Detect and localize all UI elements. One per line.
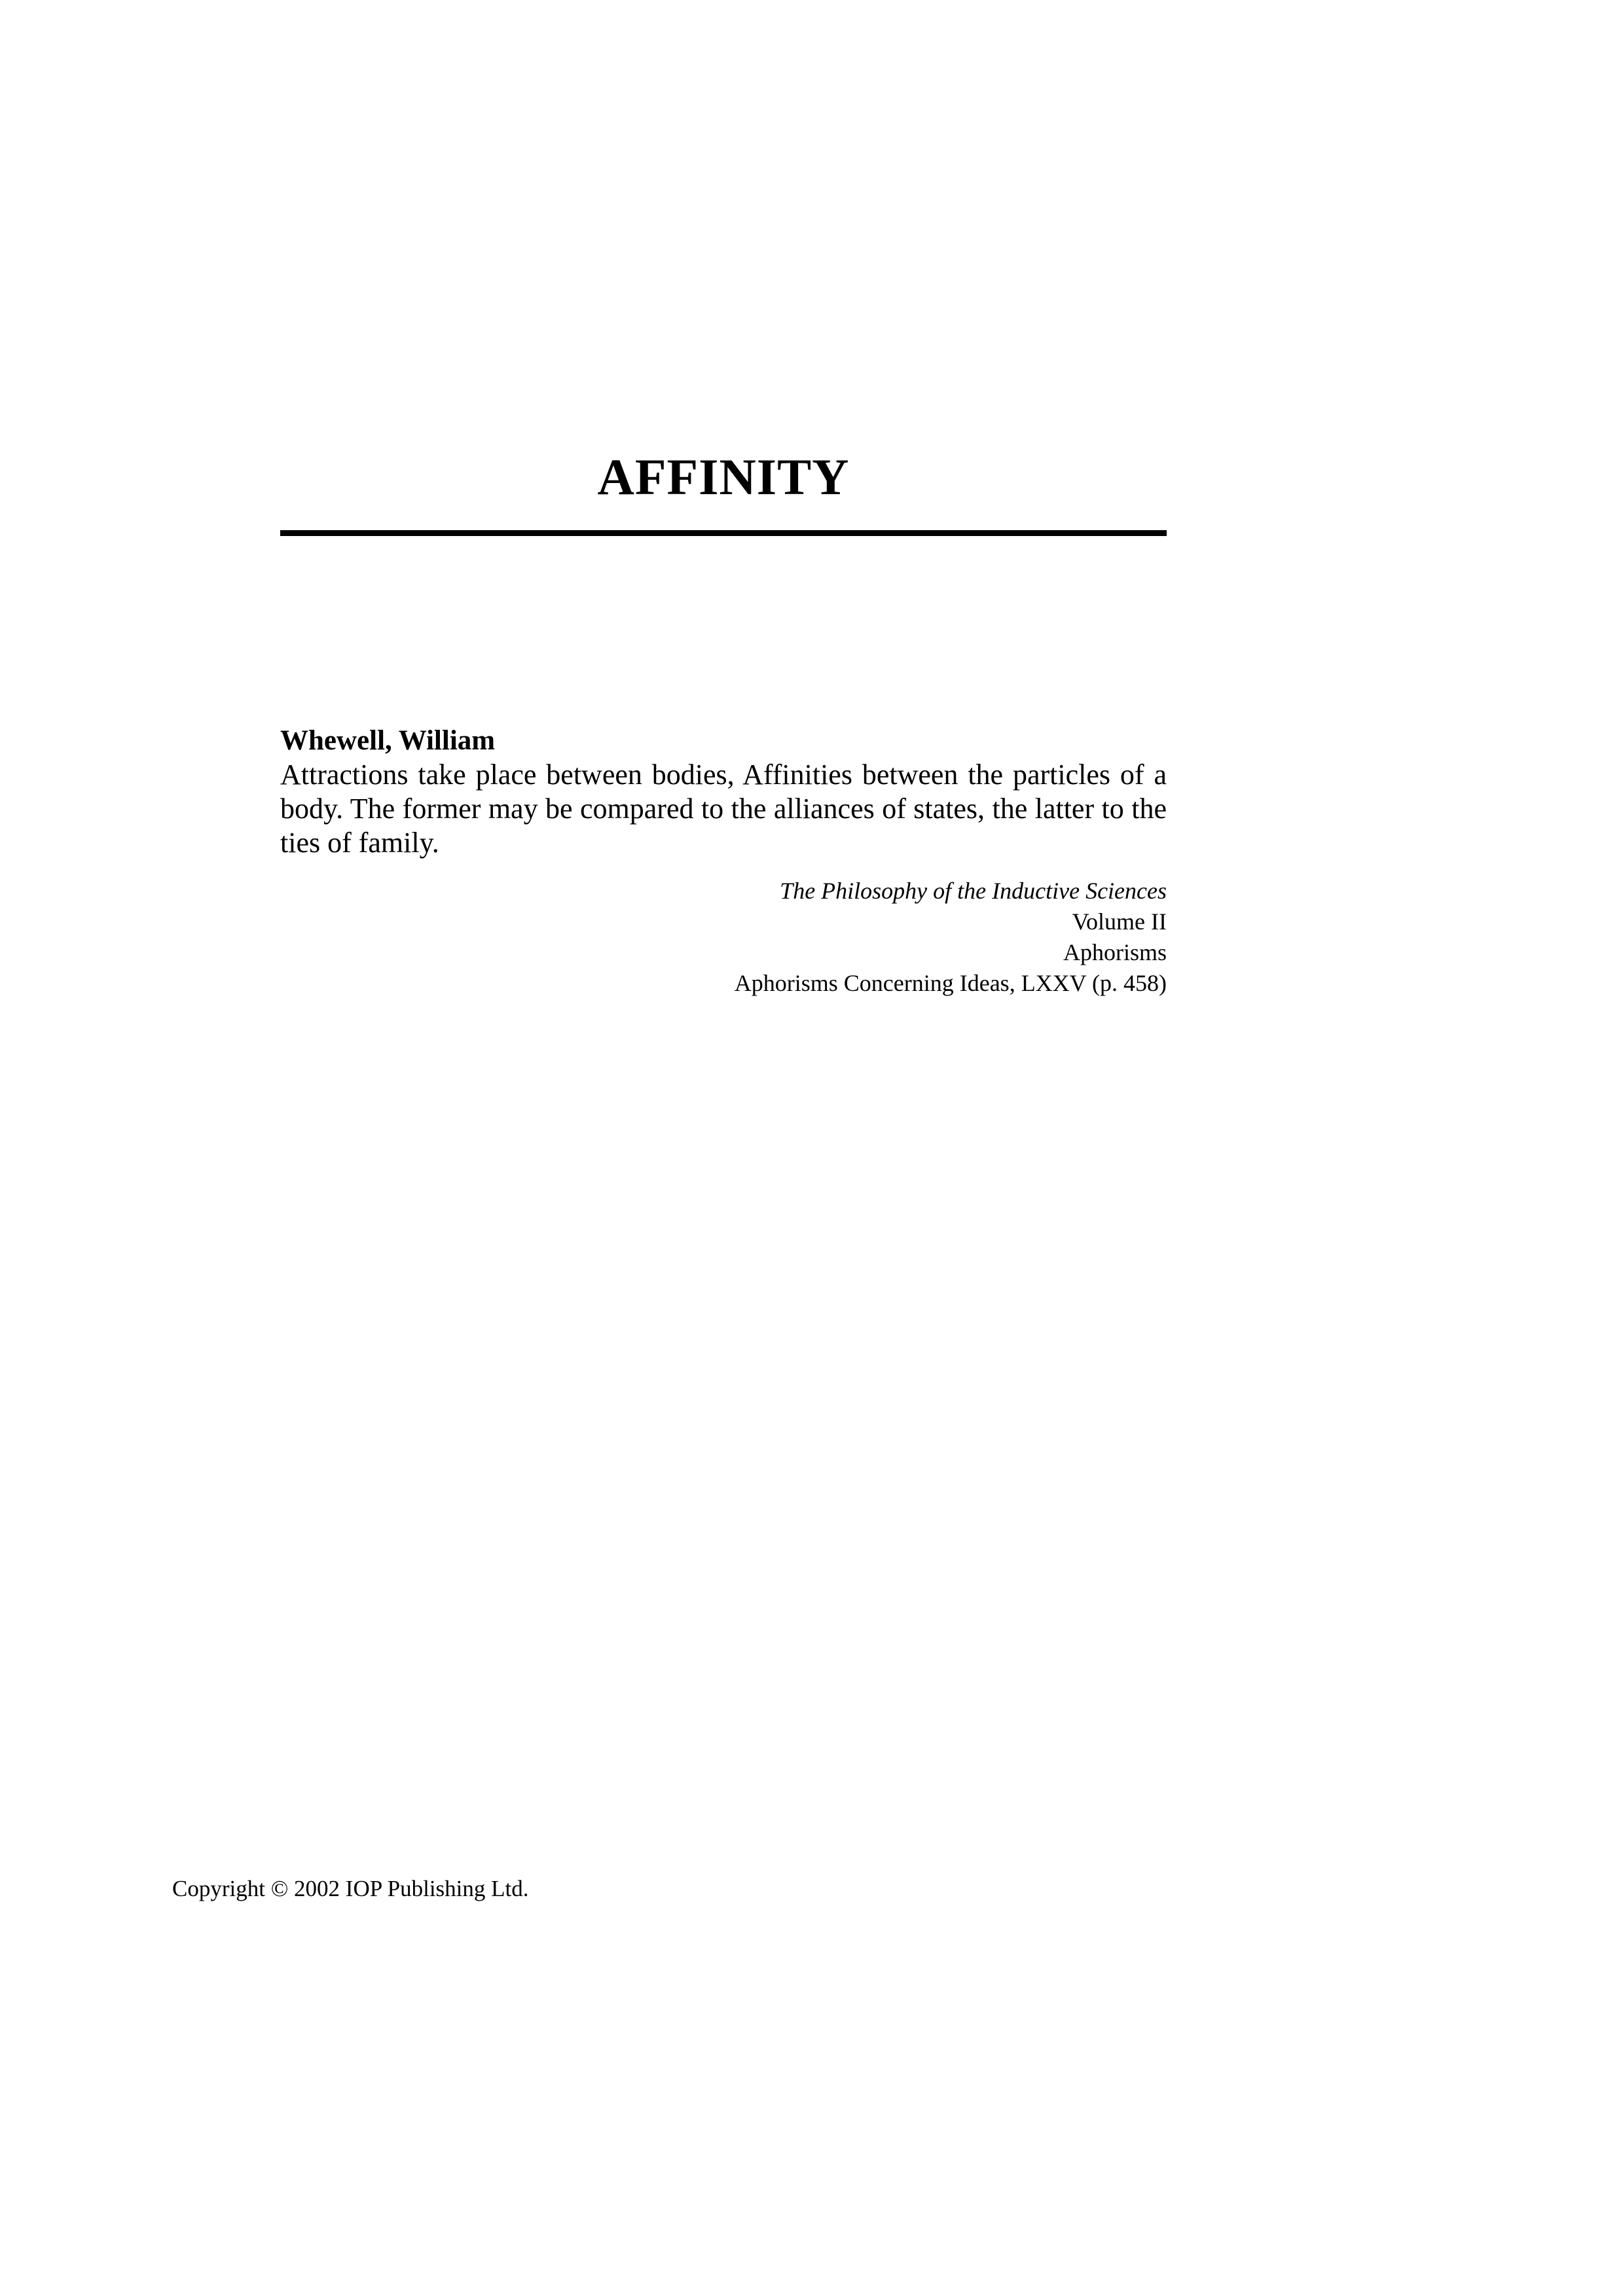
source-volume: Volume II [1072, 908, 1167, 935]
title-rule [280, 530, 1167, 536]
copyright-notice: Copyright © 2002 IOP Publishing Ltd. [172, 1876, 529, 1901]
source-reference: Aphorisms Concerning Ideas, LXXV (p. 458) [734, 970, 1167, 996]
quote-text: Attractions take place between bodies, Affinities between the particles of a body. The former may be compared to the alliances of states, the latter to the ties of family. [280, 759, 1167, 859]
quotation-entry [280, 724, 1167, 999]
source-work-title: The Philosophy of the Inductive Sciences [780, 878, 1167, 904]
quote-source [280, 876, 1167, 999]
chapter-title: AFFINITY [597, 448, 850, 505]
quote-author: Whewell, William [280, 725, 496, 756]
source-section: Aphorisms [1063, 939, 1167, 965]
